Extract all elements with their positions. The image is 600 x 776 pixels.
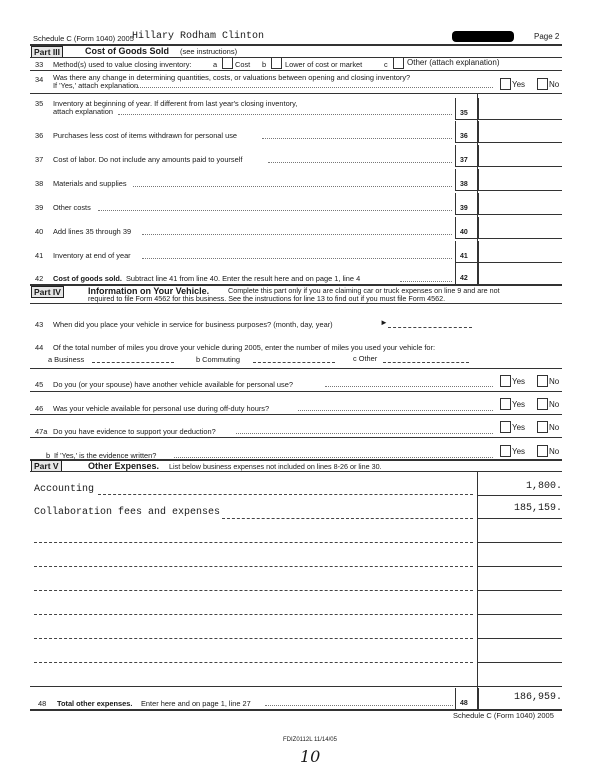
line45-text: Do you (or your spouse) have another vehicle available for personal use? (53, 380, 293, 389)
schedule-header: Schedule C (Form 1040) 2005 (33, 34, 134, 43)
line37-text: Cost of labor. Do not include any amounts paid to yourself (53, 155, 243, 164)
line43-date-field[interactable] (388, 327, 472, 328)
line47b-text: If 'Yes,' is the evidence written? (54, 451, 157, 460)
part4-text1: Complete this part only if you are claiming car or truck expenses on line 9 and are not (228, 286, 500, 295)
line47a-text: Do you have evidence to support your deduction? (53, 427, 216, 436)
expense-blank-line[interactable] (34, 614, 473, 615)
part5-label: Part V (31, 460, 62, 472)
line46-no-label: No (549, 400, 560, 409)
expense-blank-line[interactable] (34, 662, 473, 663)
other-method-label: Other (attach explanation) (407, 58, 500, 67)
lower-of-cost-label: Lower of cost or market (285, 60, 363, 69)
line46-yes-checkbox[interactable] (500, 398, 511, 410)
part4-text2: required to file Form 4562 for this business. See the instructions for line 13 to find out if you must file Form 4562. (88, 294, 446, 303)
line37-box: 37 (455, 145, 479, 166)
line44b-label: b Commuting (196, 355, 240, 364)
line36-num: 36 (35, 131, 44, 140)
line33-a-letter: a (213, 60, 218, 69)
line40-num: 40 (35, 227, 44, 236)
line43-num: 43 (35, 320, 44, 329)
cost-label: Cost (235, 60, 251, 69)
line42-bold: Cost of goods sold. (53, 274, 122, 283)
line40-box: 40 (455, 217, 479, 238)
line35-num: 35 (35, 99, 44, 108)
line48-text: Enter here and on page 1, line 27 (141, 699, 251, 708)
lower-of-cost-checkbox[interactable] (271, 57, 282, 69)
line36-text: Purchases less cost of items withdrawn for personal use (53, 131, 238, 140)
line47a-yes-checkbox[interactable] (500, 421, 511, 433)
line47b-no-checkbox[interactable] (537, 445, 548, 457)
line34-yes-label: Yes (512, 80, 526, 89)
expense-blank-line[interactable] (34, 542, 473, 543)
line47b-no-label: No (549, 447, 560, 456)
line34-num: 34 (35, 75, 44, 84)
line40-text: Add lines 35 through 39 (53, 227, 132, 236)
part5-subtitle: List below business expenses not included on lines 8-26 or line 30. (169, 462, 382, 471)
line33-c-letter: c (384, 60, 388, 69)
line47a-yes-label: Yes (512, 423, 526, 432)
expense-description: Collaboration fees and expenses (34, 507, 221, 518)
line39-num: 39 (35, 203, 44, 212)
line47a-num: 47a (35, 427, 48, 436)
part3-label: Part III (31, 46, 63, 58)
page-label: Page 2 (534, 32, 560, 41)
line43-text: When did you place your vehicle in service for business purposes? (month, day, year) (53, 320, 333, 329)
line38-num: 38 (35, 179, 44, 188)
part4-title: Information on Your Vehicle. (88, 286, 210, 296)
line33-text: Method(s) used to value closing inventory: (53, 60, 192, 69)
line47b-yes-checkbox[interactable] (500, 445, 511, 457)
expense-description: Accounting (34, 484, 95, 495)
line46-yes-label: Yes (512, 400, 526, 409)
business-miles-field[interactable] (92, 362, 174, 363)
line45-no-checkbox[interactable] (537, 375, 548, 387)
taxpayer-name: Hillary Rodham Clinton (132, 31, 265, 42)
line47a-no-label: No (549, 423, 560, 432)
footer-code: FDIZ0112L 11/14/05 (283, 737, 337, 743)
line43-arrow: ► (380, 318, 388, 327)
line44-text: Of the total number of miles you drove your vehicle during 2005, enter the number of miles you used your vehicle for: (53, 343, 436, 352)
line34-text2: If 'Yes,' attach explanation (53, 81, 139, 90)
expense-amount: 1,800. (525, 481, 562, 492)
expense-blank-line[interactable] (34, 638, 473, 639)
line34-text: Was there any change in determining quantities, costs, or valuations between opening and closing inventory? (53, 73, 411, 82)
footer-schedule: Schedule C (Form 1040) 2005 (453, 711, 554, 720)
part3-subtitle: (see instructions) (180, 47, 238, 56)
line44a-label: a Business (48, 355, 85, 364)
other-method-checkbox[interactable] (393, 57, 404, 69)
line41-text: Inventory at end of year (53, 251, 131, 260)
line46-no-checkbox[interactable] (537, 398, 548, 410)
line46-num: 46 (35, 404, 44, 413)
line35-box: 35 (455, 98, 479, 119)
redaction-bar (452, 31, 514, 42)
part3-title: Cost of Goods Sold (85, 46, 169, 56)
line45-num: 45 (35, 380, 44, 389)
line42-text: Subtract line 41 from line 40. Enter the result here and on page 1, line 4 (126, 274, 361, 283)
line34-no-label: No (549, 80, 560, 89)
line47b-yes-label: Yes (512, 447, 526, 456)
cost-checkbox[interactable] (222, 57, 233, 69)
line48-num: 48 (38, 699, 47, 708)
commuting-miles-field[interactable] (253, 362, 335, 363)
line41-box: 41 (455, 241, 479, 262)
line45-yes-label: Yes (512, 377, 526, 386)
line44c-label: c Other (353, 354, 378, 363)
line44-num: 44 (35, 343, 44, 352)
line45-no-label: No (549, 377, 560, 386)
line48-bold: Total other expenses. (57, 699, 133, 708)
total-other-expenses: 186,959. (513, 692, 562, 703)
handwritten-page-number: 10 (300, 747, 321, 766)
line35-text2: attach explanation (53, 107, 113, 116)
line39-text: Other costs (53, 203, 91, 212)
line34-yes-checkbox[interactable] (500, 78, 511, 90)
part5-title: Other Expenses. (88, 461, 160, 471)
line41-num: 41 (35, 251, 44, 260)
line45-yes-checkbox[interactable] (500, 375, 511, 387)
expense-blank-line[interactable] (34, 566, 473, 567)
line46-text: Was your vehicle available for personal use during off-duty hours? (53, 404, 270, 413)
line34-no-checkbox[interactable] (537, 78, 548, 90)
line38-text: Materials and supplies (53, 179, 127, 188)
line42-num: 42 (35, 274, 44, 283)
part4-label: Part IV (31, 286, 64, 298)
other-miles-field[interactable] (383, 362, 469, 363)
line42-box: 42 (455, 263, 479, 284)
expense-amount: 185,159. (513, 503, 562, 514)
line35-text: Inventory at beginning of year. If different from last year's closing inventory, (53, 99, 298, 108)
expense-blank-line[interactable] (34, 590, 473, 591)
line37-num: 37 (35, 155, 44, 164)
line33-num: 33 (35, 60, 44, 69)
line47a-no-checkbox[interactable] (537, 421, 548, 433)
line48-box: 48 (455, 688, 479, 709)
line47b-num: b (46, 451, 51, 460)
line38-box: 38 (455, 169, 479, 190)
line39-box: 39 (455, 193, 479, 214)
line33-b-letter: b (262, 60, 267, 69)
line36-box: 36 (455, 121, 479, 142)
